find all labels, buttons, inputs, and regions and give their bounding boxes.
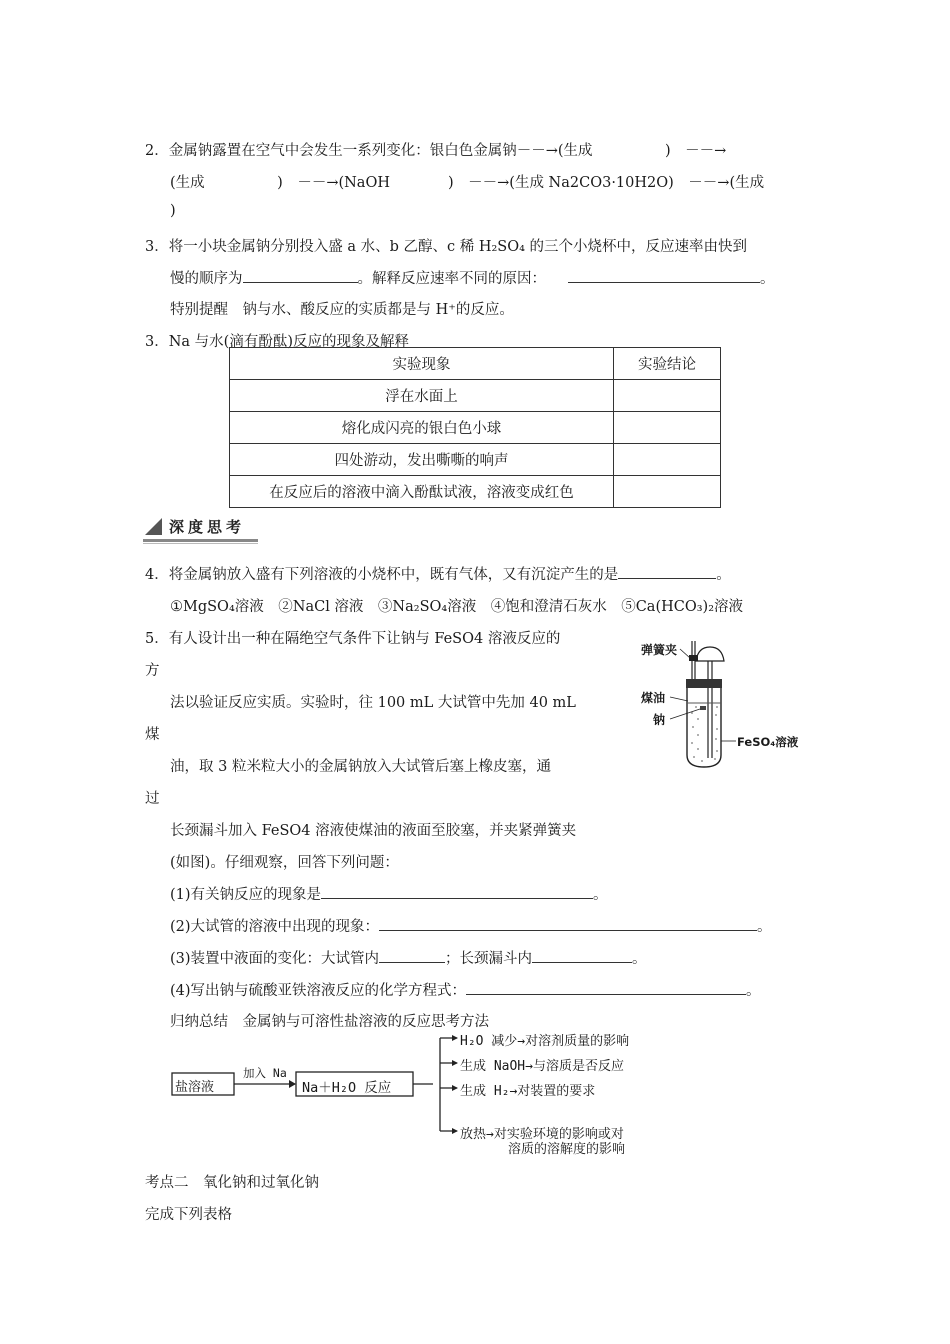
arrowhead [452, 1035, 458, 1041]
q4-end: 。 [716, 567, 731, 583]
q5-sub3-text-a: (3)装置中液面的变化：大试管内 [170, 951, 380, 967]
q5-sub4 [170, 979, 761, 1000]
observation-table [229, 347, 721, 508]
table-header-conclusion: 实验结论 [614, 348, 721, 380]
table-row [230, 380, 721, 412]
q5-blank-3b[interactable] [532, 948, 632, 963]
table-header-phenomenon: 实验现象 [230, 348, 614, 380]
table-cell-conclusion[interactable] [614, 380, 721, 412]
q5-sub4-text: (4)写出钠与硫酸亚铁溶液反应的化学方程式： [170, 983, 467, 999]
table-row [230, 476, 721, 508]
q3-blank-reason[interactable] [568, 268, 760, 283]
arrowhead [289, 1080, 296, 1088]
q5-sub2 [170, 915, 772, 936]
heading-divider-thin [143, 543, 258, 544]
period: 。 [593, 887, 608, 903]
table-cell-conclusion[interactable] [614, 412, 721, 444]
arrowhead [452, 1060, 458, 1066]
label-feso4-solution: FeSO₄溶液 [737, 735, 799, 749]
q4-line1 [145, 563, 731, 584]
table-row [230, 412, 721, 444]
table-cell-phenomenon: 浮在水面上 [230, 380, 614, 412]
triangle-icon [145, 518, 162, 535]
leader-sodium [670, 709, 700, 719]
q5-line3b: 过 [145, 791, 160, 807]
sodium-piece [700, 706, 706, 710]
funnel-bulb [696, 647, 724, 661]
q5-blank-4[interactable] [466, 980, 746, 995]
add-na-label: 加入 Na [243, 1066, 287, 1080]
q5-line4: 长颈漏斗加入 FeSO4 溶液使煤油的液面至胶塞，并夹紧弹簧夹 [170, 823, 577, 839]
q5-line2: 法以验证反应实质。实验时，往 100 mL 大试管中先加 40 mL [170, 695, 576, 711]
arrowhead [452, 1128, 458, 1134]
q4-options: ①MgSO₄溶液 ②NaCl 溶液 ③Na₂SO₄溶液 ④饱和澄清石灰水 ⑤Ca(HCO₃)₂溶液 [170, 599, 744, 615]
q5-line2b: 煤 [145, 727, 160, 743]
q3-text-a: 慢的顺序为 [170, 271, 243, 287]
deep-think-heading [143, 514, 253, 540]
branch-2-label: 生成 NaOH→与溶质是否反应 [460, 1059, 624, 1074]
branch-4-label: 放热→对实验环境的影响或对 [460, 1127, 624, 1142]
spring-clip-shape [689, 655, 698, 661]
q3-text-c: 。 [760, 271, 775, 287]
table-cell-conclusion[interactable] [614, 476, 721, 508]
q3-line1: 3．将一小块金属钠分别投入盛 a 水、b 乙醇、c 稀 H₂SO₄ 的三个小烧杯中，反应速率由快到 [145, 239, 748, 255]
q5-line1b: 方 [145, 663, 160, 679]
q5-sub2-text: (2)大试管的溶液中出现的现象： [170, 919, 380, 935]
q3-blank-order[interactable] [243, 268, 358, 283]
period: 。 [757, 919, 772, 935]
q2-line1: 2．金属钠露置在空气中会发生一系列变化：银白色金属钠－－→(生成 ) －－→ [145, 143, 727, 159]
table-row [230, 444, 721, 476]
leader-kerosene [670, 697, 688, 701]
table-header-row [230, 348, 721, 380]
label-sodium: 钠 [653, 713, 666, 727]
leader-clip [680, 649, 690, 658]
q3b-title: 3．Na 与水(滴有酚酞)反应的现象及解释 [145, 334, 409, 350]
summary-diagram [165, 1030, 725, 1155]
q5-line5: (如图)。仔细观察，回答下列问题： [170, 855, 399, 871]
period: 。 [746, 983, 761, 999]
q3-tip: 特别提醒 钠与水、酸反应的实质都是与 H⁺的反应。 [170, 302, 514, 318]
summary-title: 归纳总结 金属钠与可溶性盐溶液的反应思考方法 [170, 1014, 489, 1030]
solution-dots [691, 706, 718, 762]
q5-line3: 油，取 3 粒米粒大小的金属钠放入大试管后塞上橡皮塞，通 [170, 759, 551, 775]
deep-think-label: 深度思考 [169, 518, 246, 536]
salt-solution-label: 盐溶液 [175, 1080, 215, 1095]
q2-line2: (生成 ) －－→(NaOH ) －－→(生成 Na2CO3·10H2O) －－→(生成 [170, 175, 765, 191]
table-cell-phenomenon: 在反应后的溶液中滴入酚酞试液，溶液变成红色 [230, 476, 614, 508]
table-cell-conclusion[interactable] [614, 444, 721, 476]
q5-blank-2[interactable] [379, 916, 757, 931]
q5-sub3 [170, 947, 647, 968]
label-kerosene: 煤油 [641, 691, 666, 705]
q3-line2 [170, 267, 775, 288]
arrowhead [452, 1085, 458, 1091]
table-cell-phenomenon: 熔化成闪亮的银白色小球 [230, 412, 614, 444]
q5-sub3-text-b: ；长颈漏斗内 [445, 951, 533, 967]
rubber-stopper [686, 679, 722, 688]
branch-3-label: 生成 H₂→对装置的要求 [460, 1084, 596, 1099]
reaction-label: Na＋H₂O 反应 [302, 1080, 392, 1096]
part2-title: 考点二 氧化钠和过氧化钠 [145, 1175, 319, 1191]
part2-sub: 完成下列表格 [145, 1207, 232, 1223]
q5-line1: 5．有人设计出一种在隔绝空气条件下让钠与 FeSO4 溶液反应的 [145, 631, 561, 647]
q5-blank-3a[interactable] [379, 948, 445, 963]
branch-4-label-cont: 溶质的溶解度的影响 [508, 1142, 626, 1157]
label-spring-clip: 弹簧夹 [641, 643, 678, 657]
q4-text: 4．将金属钠放入盛有下列溶液的小烧杯中，既有气体，又有沉淀产生的是 [145, 567, 619, 583]
test-tube [687, 688, 721, 767]
q5-sub1-text: (1)有关钠反应的现象是 [170, 887, 322, 903]
q5-blank-1[interactable] [321, 884, 593, 899]
heading-divider [143, 539, 258, 542]
q2-line3: ) [170, 203, 176, 219]
period: 。 [632, 951, 647, 967]
branch-1-label: H₂O 减少→对溶剂质量的影响 [460, 1034, 630, 1049]
q5-sub1 [170, 883, 608, 904]
q3-text-b: 。解释反应速率不同的原因： [357, 271, 546, 287]
table-cell-phenomenon: 四处游动，发出嘶嘶的响声 [230, 444, 614, 476]
q4-blank[interactable] [618, 564, 716, 579]
